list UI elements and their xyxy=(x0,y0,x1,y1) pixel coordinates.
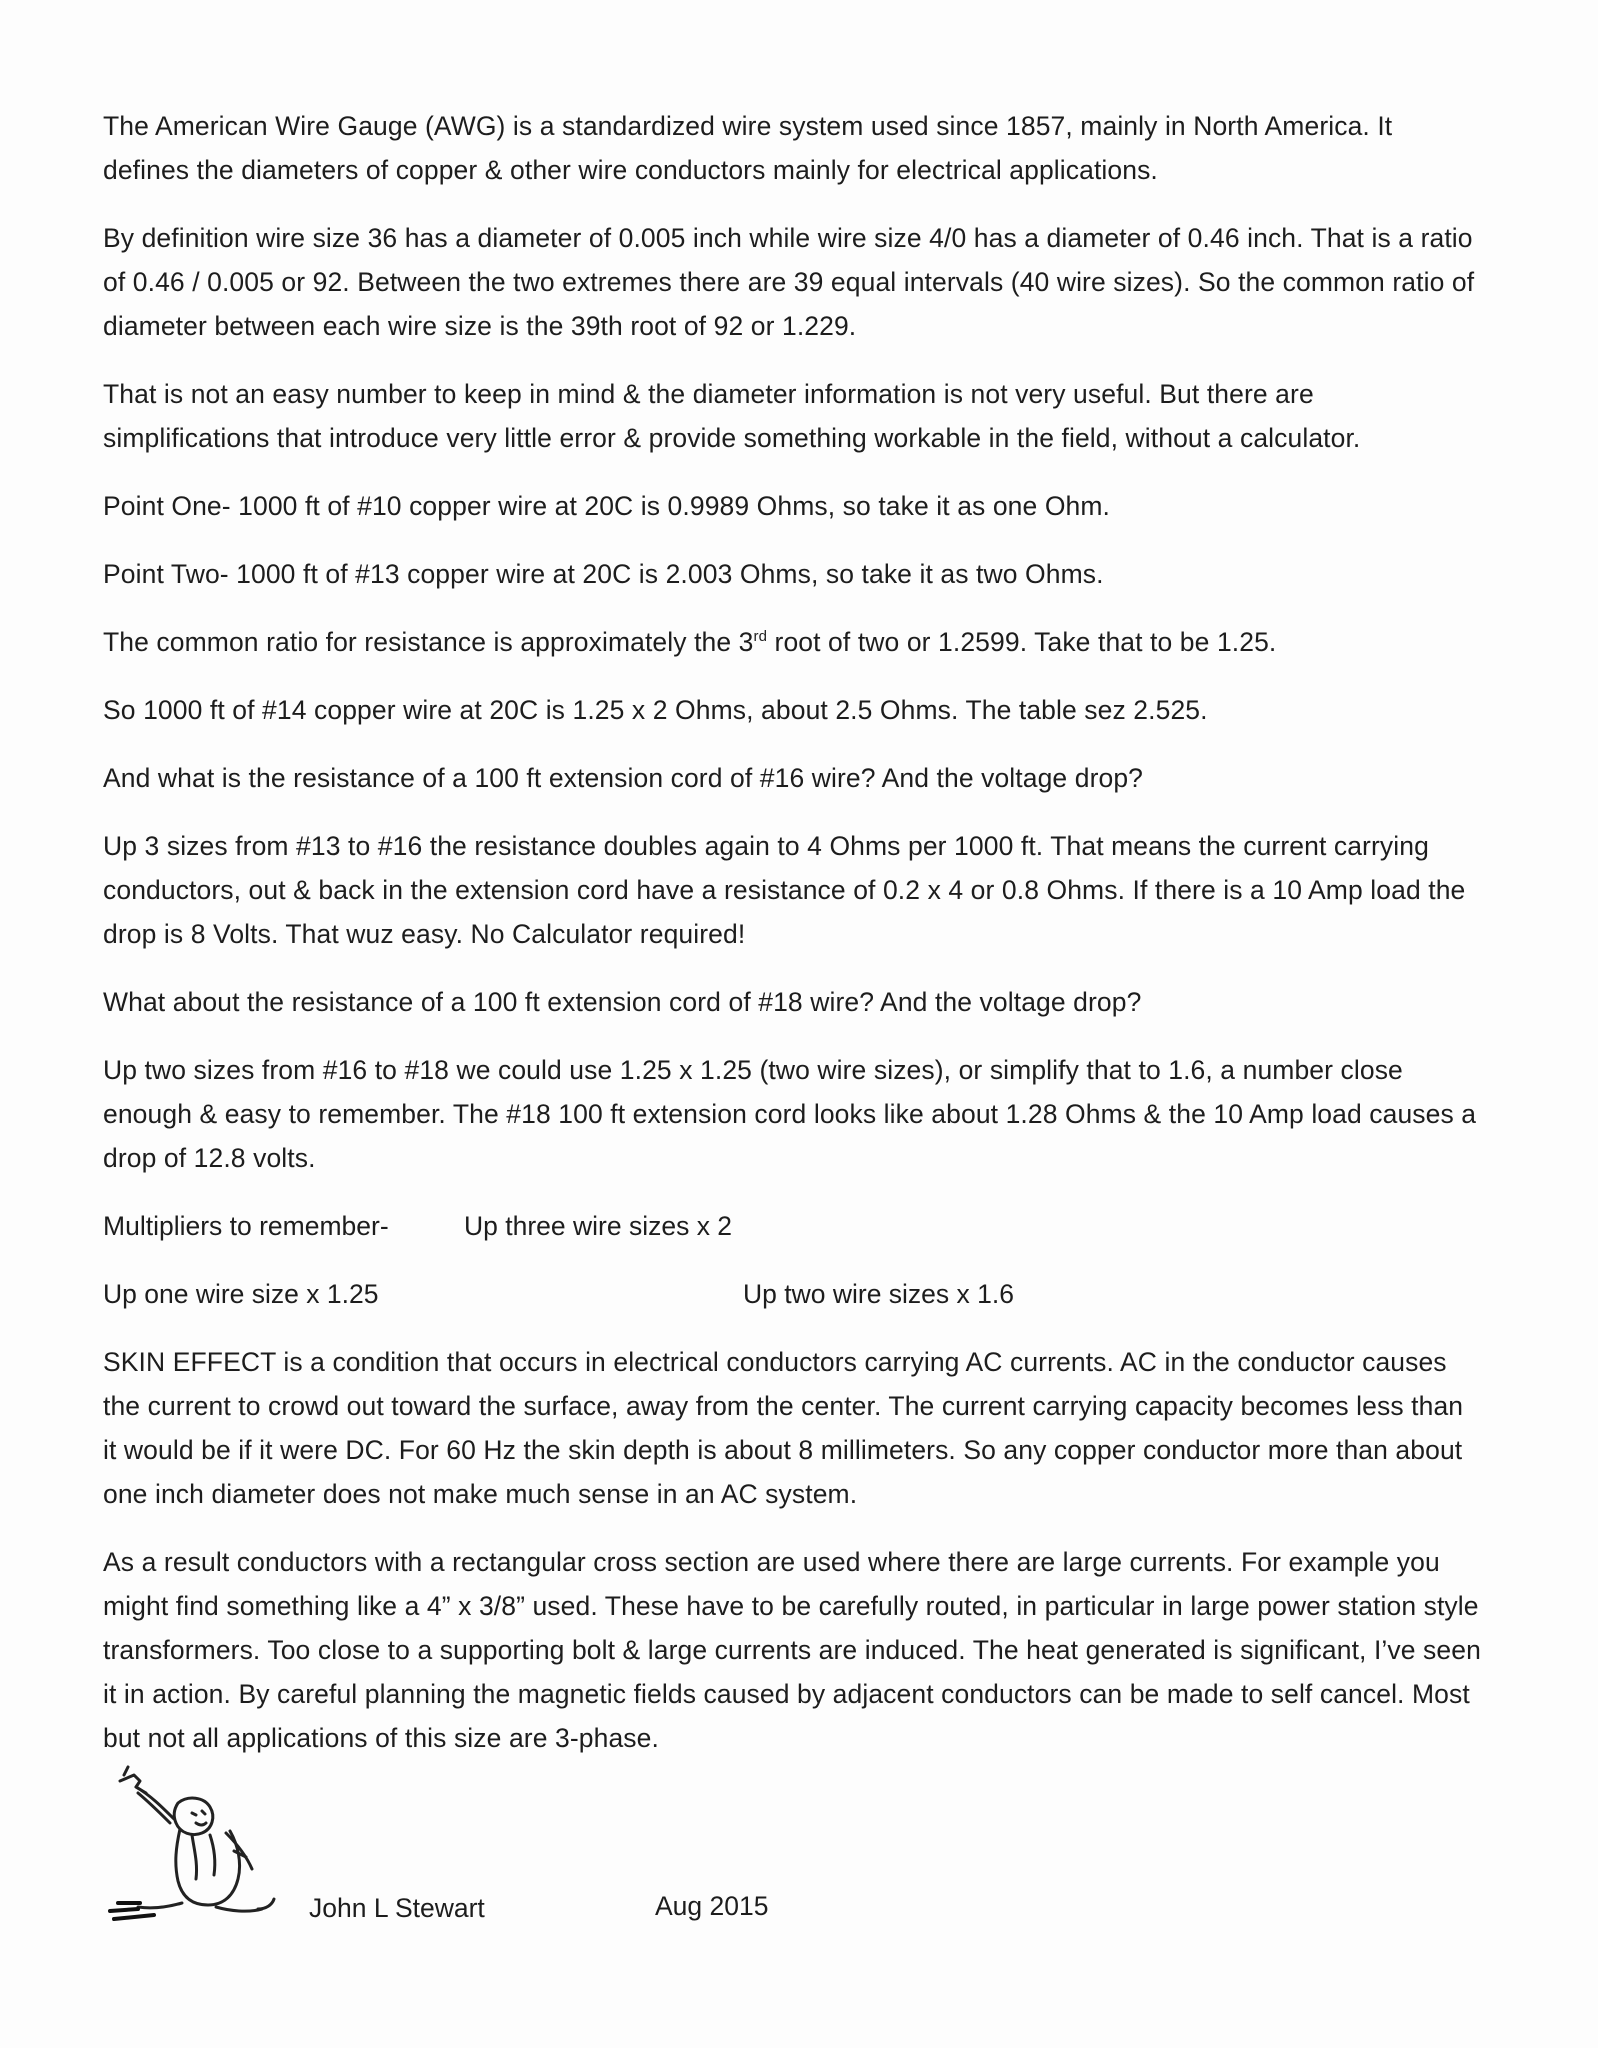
multiplier-three-sizes: Up three wire sizes x 2 xyxy=(464,1211,733,1241)
paragraph-rectangular-conductors: As a result conductors with a rectangular cross section are used where there are large currents. For example you might find something like a 4” x 3/8” used. These have to be carefully routed, in particular in large power station style transformers. Too close to a supporting bolt & large currents are induced. The heat generated is significant, I’ve seen it in action. By careful planning the magnetic fields caused by adjacent conductors can be made to self cancel. Most but not all applications of this size are 3-phase. xyxy=(103,1547,1481,1753)
paragraph-answer-16: Up 3 sizes from #13 to #16 the resistance doubles again to 4 Ohms per 1000 ft. That means the current carrying conductors, out & back in the extension cord have a resistance of 0.2 x 4 or 0.8 Ohms. If there is a 10 Amp load the drop is 8 Volts. That wuz easy. No Calculator required! xyxy=(103,831,1466,949)
pointing-gnome-icon xyxy=(108,1763,298,1933)
common-ratio-text-start: The common ratio for resistance is approximately the 3 xyxy=(103,627,754,657)
superscript-rd: rd xyxy=(753,628,768,646)
multipliers-row-2 xyxy=(103,1272,1483,1316)
paragraph-skin-effect: SKIN EFFECT is a condition that occurs in electrical conductors carrying AC currents. AC in the conductor causes the current to crowd out toward the surface, away from the center. The current carrying capacity becomes less than it would be if it were DC. For 60 Hz the skin depth is about 8 millimeters. So any copper conductor more than about one inch diameter does not make much sense in an AC system. xyxy=(103,1347,1464,1509)
paragraph-14-gauge: So 1000 ft of #14 copper wire at 20C is 1.25 x 2 Ohms, about 2.5 Ohms. The table sez 2.525. xyxy=(103,695,1208,725)
author-name: John L Stewart xyxy=(309,1893,485,1923)
paragraph-common-ratio xyxy=(103,620,1483,664)
paragraph-question-16: And what is the resistance of a 100 ft extension cord of #16 wire? And the voltage drop? xyxy=(103,763,1144,793)
multipliers-label: Multipliers to remember- xyxy=(103,1211,389,1241)
paragraph-simplifications: That is not an easy number to keep in mind & the diameter information is not very useful. But there are simplifications that introduce very little error & provide something workable in the field, without a calculator. xyxy=(103,379,1361,453)
multiplier-one-size: Up one wire size x 1.25 xyxy=(103,1279,379,1309)
multiplier-two-sizes: Up two wire sizes x 1.6 xyxy=(743,1279,1014,1309)
document-body xyxy=(103,104,1483,1784)
paragraph-point-one: Point One- 1000 ft of #10 copper wire at 20C is 0.9989 Ohms, so take it as one Ohm. xyxy=(103,491,1111,521)
author-date: Aug 2015 xyxy=(655,1891,769,1921)
common-ratio-text-end: root of two or 1.2599. Take that to be 1.25. xyxy=(767,627,1277,657)
paragraph-definition: By definition wire size 36 has a diameter of 0.005 inch while wire size 4/0 has a diameter of 0.46 inch. That is a ratio of 0.46 / 0.005 or 92. Between the two extremes there are 39 equal intervals (40 wire sizes). So the common ratio of diameter between each wire size is the 39th root of 92 or 1.229. xyxy=(103,223,1475,341)
paragraph-question-18: What about the resistance of a 100 ft extension cord of #18 wire? And the voltage drop? xyxy=(103,987,1142,1017)
multipliers-row-1 xyxy=(103,1204,1483,1248)
paragraph-answer-18: Up two sizes from #16 to #18 we could use 1.25 x 1.25 (two wire sizes), or simplify that to 1.6, a number close enough & easy to remember. The #18 100 ft extension cord looks like about 1.28 Ohms & the 10 Amp load causes a drop of 12.8 volts. xyxy=(103,1055,1477,1173)
paragraph-awg-intro: The American Wire Gauge (AWG) is a standardized wire system used since 1857, mainly in North America. It defines the diameters of copper & other wire conductors mainly for electrical applications. xyxy=(103,111,1393,185)
paragraph-point-two: Point Two- 1000 ft of #13 copper wire at 20C is 2.003 Ohms, so take it as two Ohms. xyxy=(103,559,1104,589)
